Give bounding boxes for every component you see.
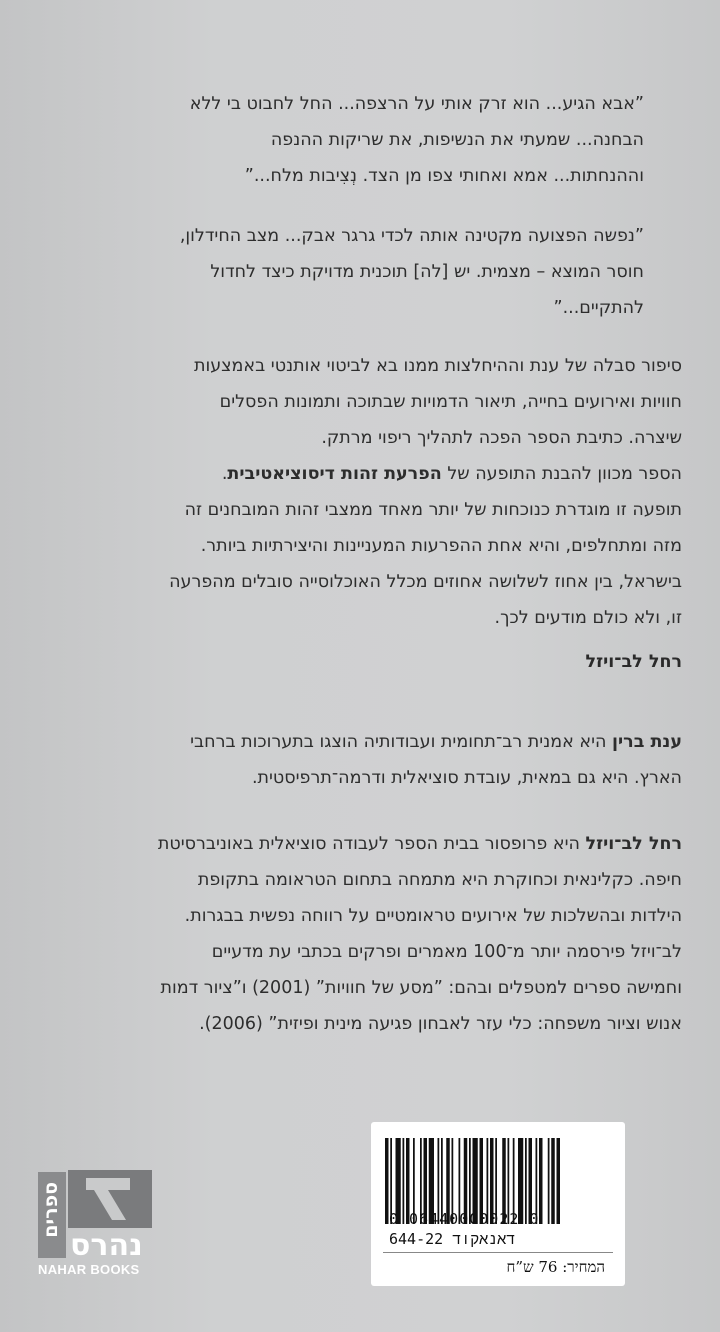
description-line: זו, ולא כולם מודעים לכך. — [494, 608, 682, 628]
author-bio-line: הארץ. היא גם במאית, עובדת סוציאלית ודרמה־תרפיסטית. — [251, 768, 682, 788]
description-line — [38, 456, 682, 492]
quote-two-line: ”נפשה הפצועה מקטינה אותה לכדי גרגר אבק... מצב החידלון, — [179, 226, 644, 246]
barcode-number: 0 06440000022 0 — [389, 1210, 540, 1228]
quote-two-line: להתקיים...” — [553, 298, 644, 318]
editor-bio-line: חיפה. כקלינאית וכחוקרת היא מתמחה בתחום הטראומה בתקופת — [197, 870, 682, 890]
editor-bio-line: הילדות ובהשלכות של אירועים טראומטיים על רווחה נפשית בבגרות. — [184, 906, 682, 926]
editor-bio-line: לב־ויזל פירסמה יותר מ־100 מאמרים ופרקים בכתבי עת מדעיים — [211, 942, 682, 962]
description-line: סיפור סבלה של ענת וההיחלצות ממנו בא לביטוי אותנטי באמצעות — [193, 356, 682, 376]
barcode-bar — [385, 1138, 389, 1224]
author-bio-text: היא אמנית רב־תחומית ועבודותיה הוצגו בתערוכות ברחבי — [190, 732, 612, 752]
barcode-label — [371, 1122, 625, 1286]
description-line: תופעה זו מוגדרת כנוכחות של יותר מאחד ממצבי זהות המובחנים זה — [184, 500, 682, 520]
quote-two-line: חוסר המוצא – מצמית. יש [לה] תוכנית מדויקת כיצד לחדול — [210, 262, 644, 282]
editor-bio — [38, 826, 682, 1042]
quote-one-line: הבחנה... שמעתי את הנשיפות, את שריקות ההנפה — [270, 130, 644, 150]
barcode-bar — [539, 1138, 543, 1224]
barcode-divider — [383, 1252, 613, 1253]
catalog-code: 644-22 דאנאקוד — [389, 1230, 516, 1248]
publisher-english-name: NAHAR BOOKS — [38, 1262, 140, 1277]
publisher-vertical-label — [40, 1182, 64, 1252]
publisher-hebrew-name: נהרס — [70, 1228, 143, 1263]
quote-two — [74, 218, 644, 326]
disorder-name: הפרעת זהות דיסוציאטיבית — [227, 464, 442, 484]
description-line: שיצרה. כתיבת הספר הפכה לתהליך ריפוי מרתק. — [321, 428, 682, 448]
quote-one — [74, 86, 644, 194]
publisher-vertical-text: ספרים — [40, 1182, 62, 1238]
price: המחיר: 76 ש”ח — [506, 1258, 605, 1276]
author-bio-line — [38, 724, 682, 760]
editor-bio-line — [38, 826, 682, 862]
author-name: ענת ברין — [612, 732, 682, 752]
description-line: מזה ומתחלפים, והיא אחת ההפרעות המעניינות והיצירתיות ביותר. — [200, 536, 682, 556]
editor-name: רחל לב־ויזל — [585, 834, 682, 854]
description-line: חוויות ואירועים בחייה, תיאור הדמויות שבתוכה ותמונות הפסלים — [219, 392, 682, 412]
barcode-bar — [557, 1138, 561, 1224]
description-text: . — [221, 464, 228, 484]
editor-bio-line: וחמישה ספרים למטפלים ובהם: ”מסע של חוויות” (2001) ו”ציור דמות — [160, 978, 682, 998]
barcode-bar — [551, 1138, 555, 1224]
editor-bio-line: אנוש וציור משפחה: כלי עזר לאבחון פגיעה מינית ופיזית” (2006). — [199, 1014, 682, 1034]
quote-one-line: ”אבא הגיע... הוא זרק אותי על הרצפה... החל לחבוט בי ללא — [189, 94, 644, 114]
description-text: הספר מכוון להבנת התופעה של — [441, 464, 682, 484]
signature: רחל לב־ויזל — [585, 652, 682, 672]
author-bio — [38, 724, 682, 796]
editor-bio-text: היא פרופסור בבית הספר לעבודה סוציאלית באוניברסיטת — [157, 834, 586, 854]
quote-one-line: וההנחתות... אמא ואחותי צפו מן הצד. נְצִיבות מלח...” — [244, 166, 644, 186]
description-line: בישראל, בין אחוז לשלושה אחוזים מכלל האוכלוסייה סובלים מהפרעה — [169, 572, 682, 592]
barcode-bar — [548, 1138, 550, 1224]
description — [38, 348, 682, 636]
